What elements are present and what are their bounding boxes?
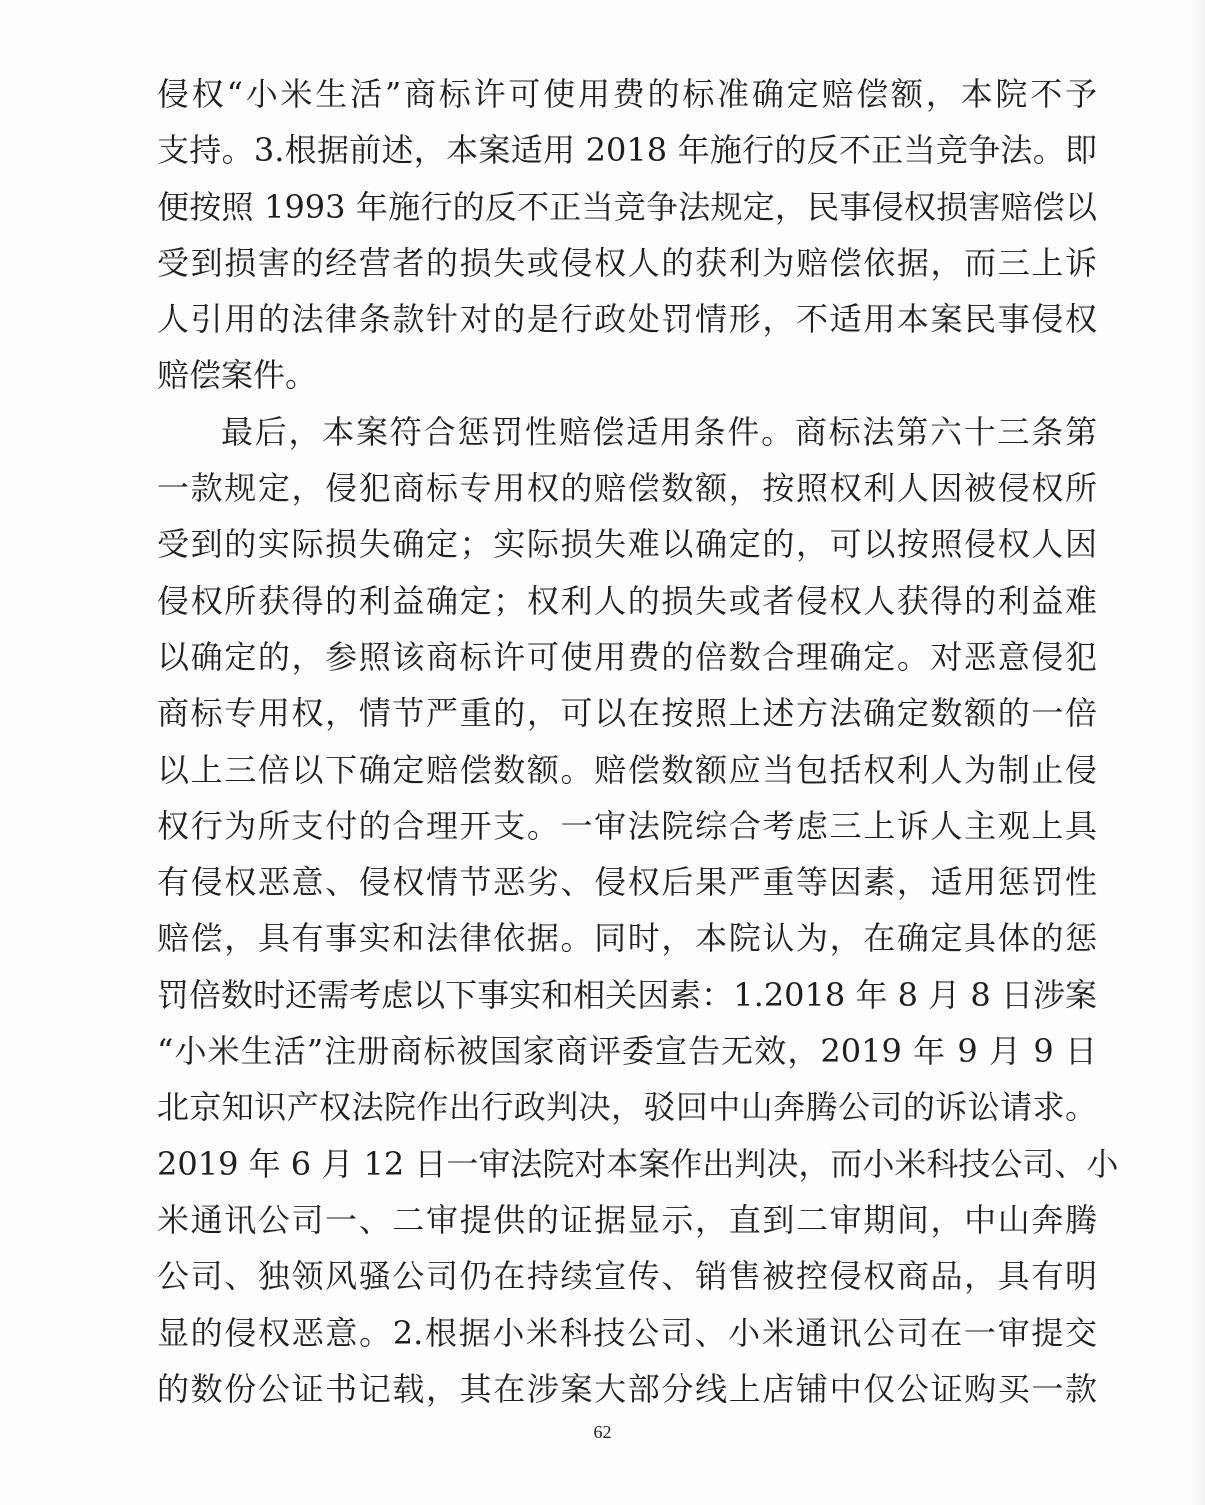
text-line: 以确定的，参照该商标许可使用费的倍数合理确定。对恶意侵犯 [157,637,1097,676]
text-line: 一款规定，侵犯商标专用权的赔偿数额，按照权利人因被侵权所 [157,469,1097,508]
text-line: 米通讯公司一、二审提供的证据显示，直到二审期间，中山奔腾 [157,1200,1097,1239]
text-line: 侵权“小米生活”商标许可使用费的标准确定赔偿额，本院不予 [157,75,1097,113]
text-line: 商标专用权，情节严重的，可以在按照上述方法确定数额的一倍 [157,694,1097,733]
text-line: 最后，本案符合惩罚性赔偿适用条件。商标法第六十三条第 [221,412,1097,451]
text-line: 人引用的法律条款针对的是行政处罚情形，不适用本案民事侵权 [157,300,1097,339]
text-line: 的数份公证书记载，其在涉案大部分线上店铺中仅公证购买一款 [157,1369,1097,1408]
page-number: 62 [593,1422,612,1442]
text-line: 公司、独领风骚公司仍在持续宣传、销售被控侵权商品，具有明 [157,1257,1097,1296]
text-line: 支持。3.根据前述，本案适用 2018 年施行的反不正当竞争法。即 [157,131,1097,170]
text-line: 受到的实际损失确定；实际损失难以确定的，可以按照侵权人因 [157,525,1097,564]
text-line: 权行为所支付的合理开支。一审法院综合考虑三上诉人主观上具 [157,806,1097,845]
text-line: 受到损害的经营者的损失或侵权人的获利为赔偿依据，而三上诉 [157,243,1097,282]
text-line: 显的侵权恶意。2.根据小米科技公司、小米通讯公司在一审提交 [157,1313,1097,1352]
text-line: “小米生活”注册商标被国家商评委宣告无效，2019 年 9 月 9 日 [157,1032,1097,1071]
scan-edge-shadow [1191,0,1205,1505]
text-line: 罚倍数时还需考虑以下事实和相关因素：1.2018 年 8 月 8 日涉案 [157,975,1097,1014]
text-line: 侵权所获得的利益确定；权利人的损失或者侵权人获得的利益难 [157,581,1097,620]
text-line: 北京知识产权法院作出行政判决，驳回中山奔腾公司的诉讼请求。 [157,1088,1097,1127]
text-line: 2019 年 6 月 12 日一审法院对本案作出判决，而小米科技公司、小 [157,1144,1119,1183]
text-line: 便按照 1993 年施行的反不正当竞争法规定，民事侵权损害赔偿以 [157,187,1097,226]
text-line: 赔偿，具有事实和法律依据。同时，本院认为，在确定具体的惩 [157,919,1097,958]
text-line: 有侵权恶意、侵权情节恶劣、侵权后果严重等因素，适用惩罚性 [157,863,1097,902]
text-line: 以上三倍以下确定赔偿数额。赔偿数额应当包括权利人为制止侵 [157,750,1097,789]
text-line: 赔偿案件。 [157,356,318,395]
document-body [157,66,1119,1417]
